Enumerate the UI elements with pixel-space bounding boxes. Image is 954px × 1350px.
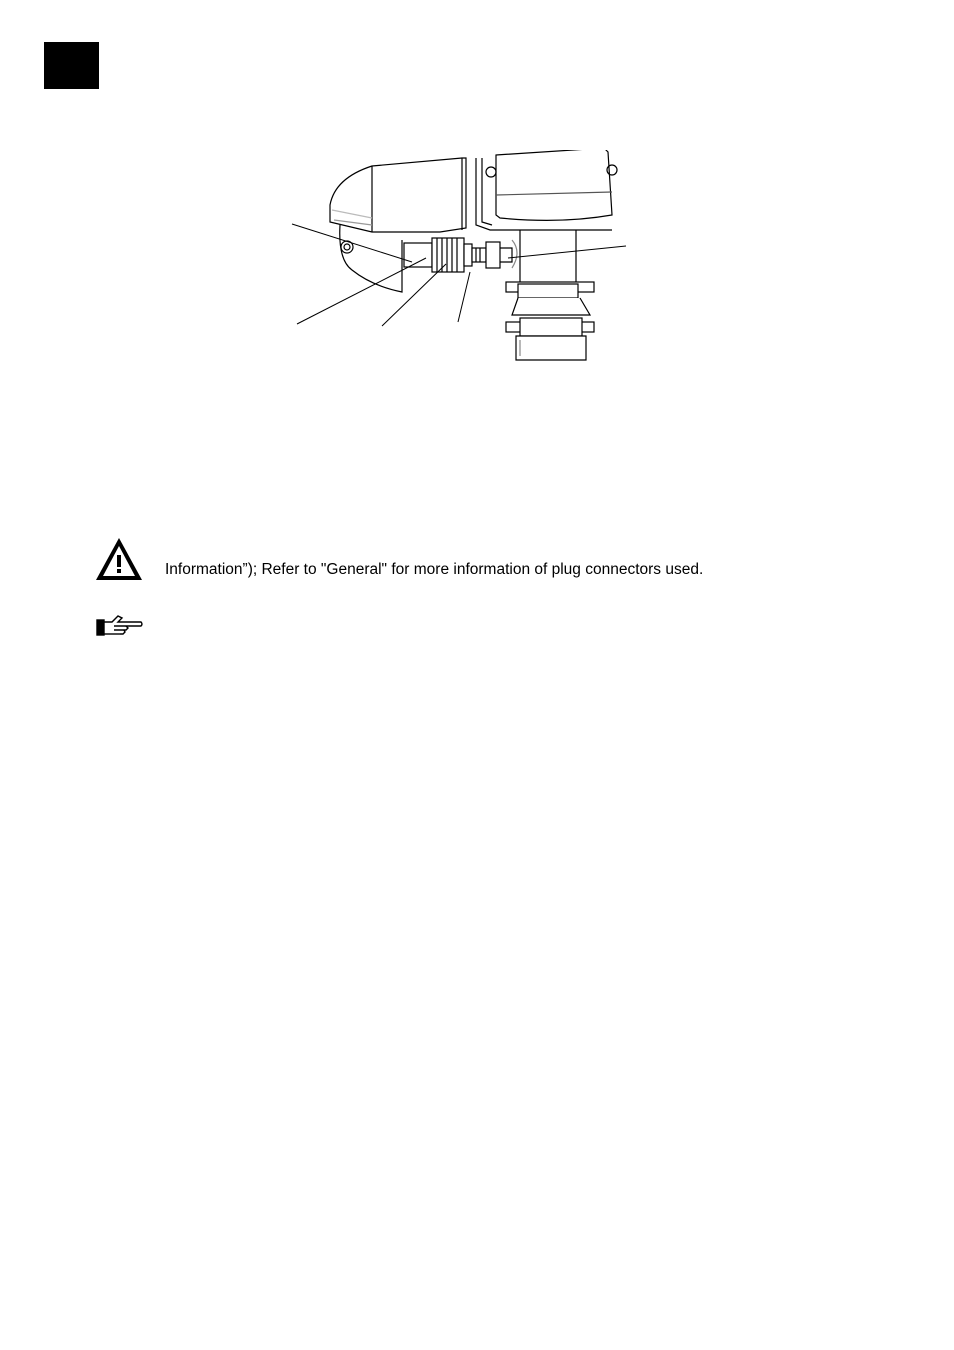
pointing-hand-icon (96, 614, 144, 638)
chapter-tab (44, 42, 99, 89)
warning-text: Information”); Refer to "General" for more information of plug connectors used. (165, 561, 704, 578)
warning-triangle-icon (94, 536, 144, 582)
connector-assembly (404, 238, 512, 272)
connector-diagram (285, 150, 630, 365)
